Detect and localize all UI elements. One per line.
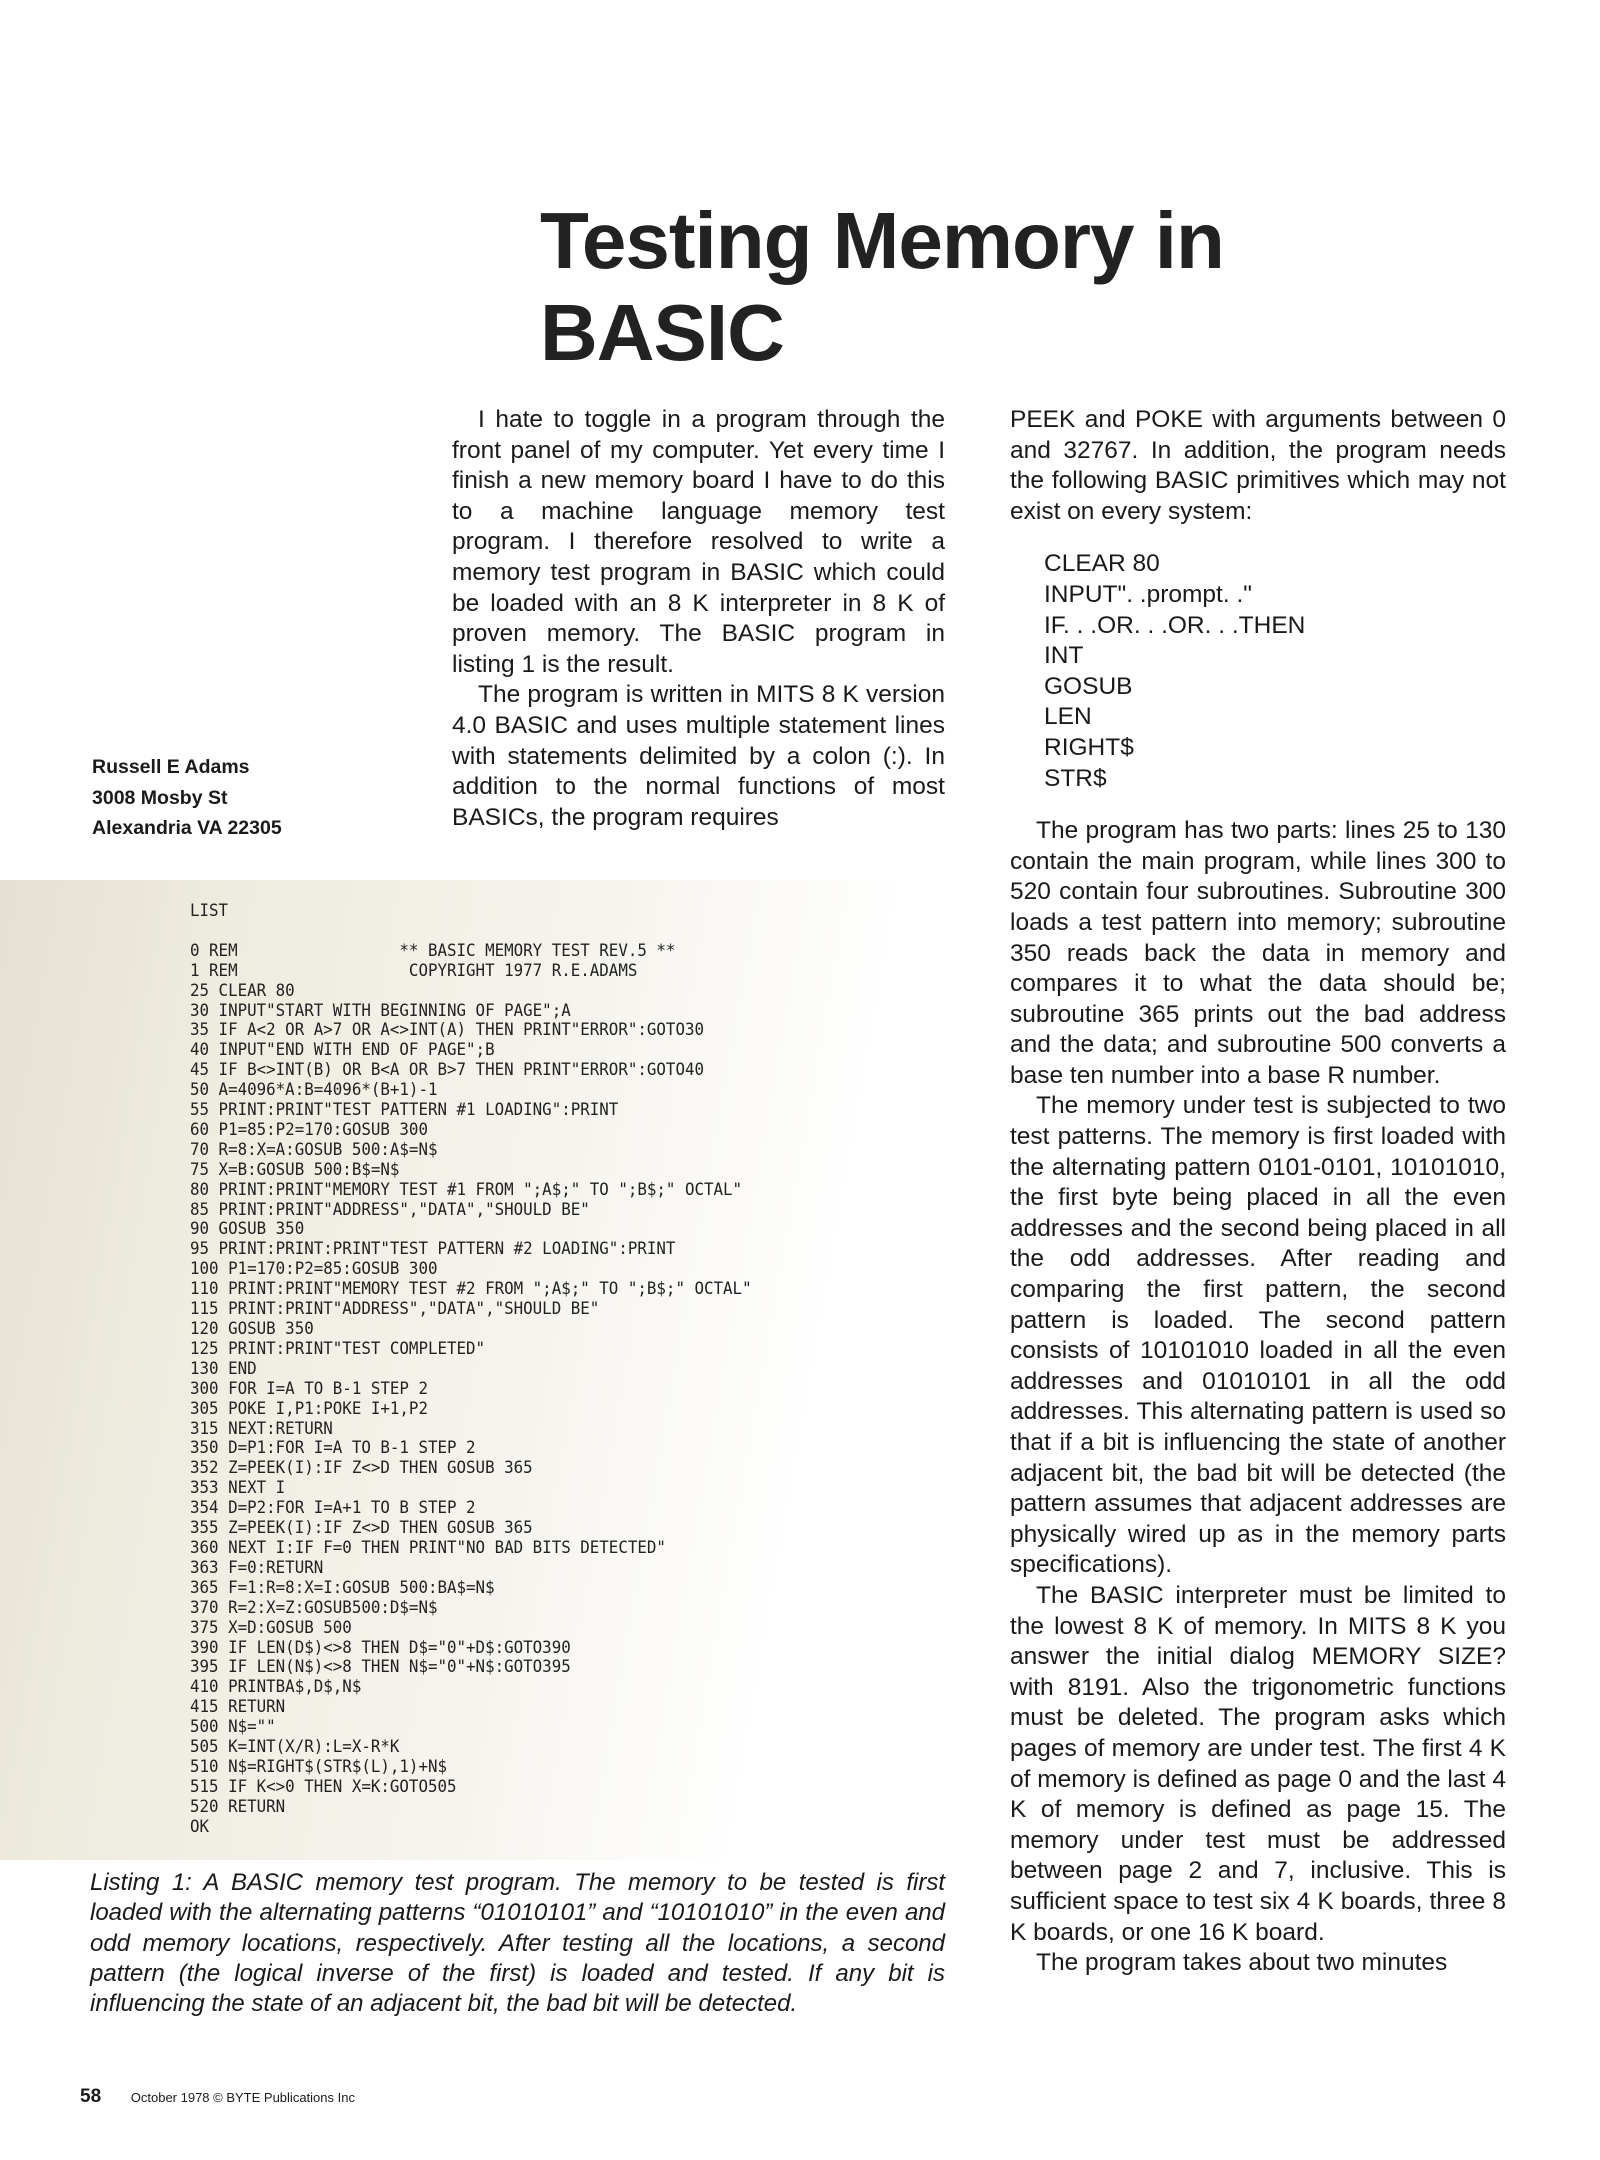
listing-line: OK — [190, 1816, 210, 1837]
listing-line: 25 CLEAR 80 — [190, 980, 295, 1001]
footer-text: October 1978 © BYTE Publications Inc — [130, 2090, 355, 2105]
page-number: 58 — [80, 2086, 102, 2107]
listing-line: 515 IF K<>0 THEN X=K:GOTO505 — [190, 1776, 457, 1797]
listing-line: 315 NEXT:RETURN — [190, 1418, 333, 1439]
paragraph: The program has two parts: lines 25 to 130 contain the main program, while lines 300 to 520 contain four subroutines. Subroutine 300 loads a test pattern into memory; subroutine 350 reads back the data in memory and compares it to what the data should be; subroutine 365 prints out the bad address and the data; and subroutine 500 converts a base ten number into a base R number. — [1010, 817, 1506, 1089]
listing-line: 50 A=4096*A:B=4096*(B+1)-1 — [190, 1080, 438, 1101]
author-name: Russell E Adams — [92, 756, 250, 778]
paragraph: The program takes about two minutes — [1036, 1949, 1448, 1977]
primitive: GOSUB — [1044, 672, 1133, 700]
primitives-list — [1044, 549, 1506, 794]
listing-line: 35 IF A<2 OR A>7 OR A<>INT(A) THEN PRINT"ERROR":GOTO30 — [190, 1020, 704, 1041]
listing-line: 352 Z=PEEK(I):IF Z<>D THEN GOSUB 365 — [190, 1458, 533, 1479]
listing-line: 395 IF LEN(N$)<>8 THEN N$="0"+N$:GOTO395 — [190, 1657, 571, 1678]
listing-line: 80 PRINT:PRINT"MEMORY TEST #1 FROM ";A$;" TO ";B$;" OCTAL" — [190, 1179, 743, 1200]
author-city: Alexandria VA 22305 — [92, 817, 282, 839]
listing-line: 365 F=1:R=8:X=I:GOSUB 500:BA$=N$ — [190, 1577, 495, 1598]
listing-line: 120 GOSUB 350 — [190, 1319, 314, 1340]
listing-line: LIST — [190, 901, 229, 921]
listing-line: 520 RETURN — [190, 1796, 286, 1817]
right-column — [1010, 405, 1506, 1979]
page-footer — [80, 2086, 355, 2108]
listing-line: 350 D=P1:FOR I=A TO B-1 STEP 2 — [190, 1438, 476, 1459]
primitive: INT — [1044, 642, 1084, 670]
listing-line: 100 P1=170:P2=85:GOSUB 300 — [190, 1259, 438, 1280]
listing-line: 60 P1=85:P2=170:GOSUB 300 — [190, 1119, 428, 1140]
author-block — [92, 752, 282, 844]
listing-line: 70 R=8:X=A:GOSUB 500:A$=N$ — [190, 1139, 438, 1160]
listing-line: 500 N$="" — [190, 1717, 276, 1738]
listing-line: 353 NEXT I — [190, 1478, 286, 1499]
listing-line: 360 NEXT I:IF F=0 THEN PRINT"NO BAD BITS DETECTED" — [190, 1537, 666, 1558]
listing-line: 55 PRINT:PRINT"TEST PATTERN #1 LOADING":PRINT — [190, 1100, 619, 1121]
paragraph: The BASIC interpreter must be limited to the lowest 8 K of memory. In MITS 8 K you answer the initial dialog MEMORY SIZE? with 8191. Also the trigonometric functions must be deleted. The program asks which pages of memory are under test. The first 4 K of memory is defined as page 0 and the last 4 K of memory is defined as page 15. The memory under test must be addressed between page 2 and 7, inclusive. This is sufficient space to test six 4 K boards, three 8 K boards, or one 16 K board. — [1010, 1581, 1506, 1946]
primitive: STR$ — [1044, 764, 1107, 792]
listing-line: 95 PRINT:PRINT:PRINT"TEST PATTERN #2 LOADING":PRINT — [190, 1239, 676, 1260]
listing-line: 354 D=P2:FOR I=A+1 TO B STEP 2 — [190, 1498, 476, 1519]
listing-line: 363 F=0:RETURN — [190, 1557, 324, 1578]
author-street: 3008 Mosby St — [92, 786, 228, 809]
listing-line: 115 PRINT:PRINT"ADDRESS","DATA","SHOULD BE" — [190, 1299, 600, 1320]
listing-line: 85 PRINT:PRINT"ADDRESS","DATA","SHOULD BE" — [190, 1199, 590, 1220]
primitive: IF. . .OR. . .OR. . .THEN — [1044, 611, 1306, 639]
middle-column — [452, 405, 945, 833]
listing-line: 1 REM COPYRIGHT 1977 R.E.ADAMS — [190, 960, 638, 981]
paragraph: PEEK and POKE with arguments between 0 and 32767. In addition, the program needs the following BASIC primitives which may not exist on every system: — [1010, 406, 1506, 525]
listing-line: 75 X=B:GOSUB 500:B$=N$ — [190, 1159, 400, 1180]
listing-line: 90 GOSUB 350 — [190, 1219, 305, 1240]
listing-line: 125 PRINT:PRINT"TEST COMPLETED" — [190, 1338, 486, 1359]
listing-caption: Listing 1: A BASIC memory test program. The memory to be tested is first loaded with the alternating patterns “01010101” and “10101010” in the even and odd memory locations, respectively. After testing all the locations, a second pattern (the logical inverse of the first) is loaded and tested. If any bit is influencing the state of an adjacent bit, the bad bit will be detected. — [90, 1869, 945, 2018]
listing-line: 40 INPUT"END WITH END OF PAGE";B — [190, 1040, 495, 1061]
listing-line: 355 Z=PEEK(I):IF Z<>D THEN GOSUB 365 — [190, 1518, 533, 1539]
listing-line: 375 X=D:GOSUB 500 — [190, 1617, 352, 1638]
paragraph: I hate to toggle in a program through the front panel of my computer. Yet every time I finish a new memory board I have to do this to a machine language memory test program. I therefore resolved to write a memory test program in BASIC which could be loaded with an 8 K interpreter in 8 K of proven memory. The BASIC program in listing 1 is the result. — [452, 406, 945, 678]
listing-line: 300 FOR I=A TO B-1 STEP 2 — [190, 1378, 428, 1399]
listing-line: 110 PRINT:PRINT"MEMORY TEST #2 FROM ";A$;" TO ";B$;" OCTAL" — [190, 1279, 752, 1300]
listing-line: 45 IF B<>INT(B) OR B<A OR B>7 THEN PRINT"ERROR":GOTO40 — [190, 1060, 704, 1081]
article-title: Testing Memory in BASIC — [540, 196, 1224, 377]
listing-line: 30 INPUT"START WITH BEGINNING OF PAGE";A — [190, 1000, 571, 1021]
listing-line: 505 K=INT(X/R):L=X-R*K — [190, 1737, 400, 1758]
listing-line: 305 POKE I,P1:POKE I+1,P2 — [190, 1398, 428, 1419]
listing-line: 510 N$=RIGHT$(STR$(L),1)+N$ — [190, 1756, 447, 1777]
listing-line: 410 PRINTBA$,D$,N$ — [190, 1677, 362, 1698]
listing-line: 370 R=2:X=Z:GOSUB500:D$=N$ — [190, 1597, 438, 1618]
primitive: LEN — [1044, 703, 1092, 731]
code-listing — [190, 902, 752, 1838]
listing-line: 0 REM ** BASIC MEMORY TEST REV.5 ** — [190, 940, 676, 961]
primitive: CLEAR 80 — [1044, 550, 1160, 578]
listing-line: 390 IF LEN(D$)<>8 THEN D$="0"+D$:GOTO390 — [190, 1637, 571, 1658]
paragraph: The program is written in MITS 8 K version 4.0 BASIC and uses multiple statement lines with statements delimited by a colon (:). In addition to the normal functions of most BASICs, the program requires — [452, 681, 945, 831]
primitive: RIGHT$ — [1044, 733, 1134, 761]
listing-line: 130 END — [190, 1358, 257, 1379]
listing-line — [190, 922, 752, 942]
listing-line: 415 RETURN — [190, 1697, 286, 1718]
primitive: INPUT". .prompt. ." — [1044, 580, 1252, 608]
paragraph: The memory under test is subjected to two test patterns. The memory is first loaded with the alternating pattern 0101-0101, 10101010, the first byte being placed in all the even addresses and the second being placed in all the odd addresses. After reading and comparing the first pattern, the second pattern is loaded. The second pattern consists of 10101010 loaded in all the even addresses and 01010101 in all the odd addresses. This alternating pattern is used so that if a bit is influencing the state of another adjacent bit, the bad bit will be detected (the pattern assumes that adjacent addresses are physically wired up as in the memory parts specifications). — [1010, 1092, 1506, 1579]
